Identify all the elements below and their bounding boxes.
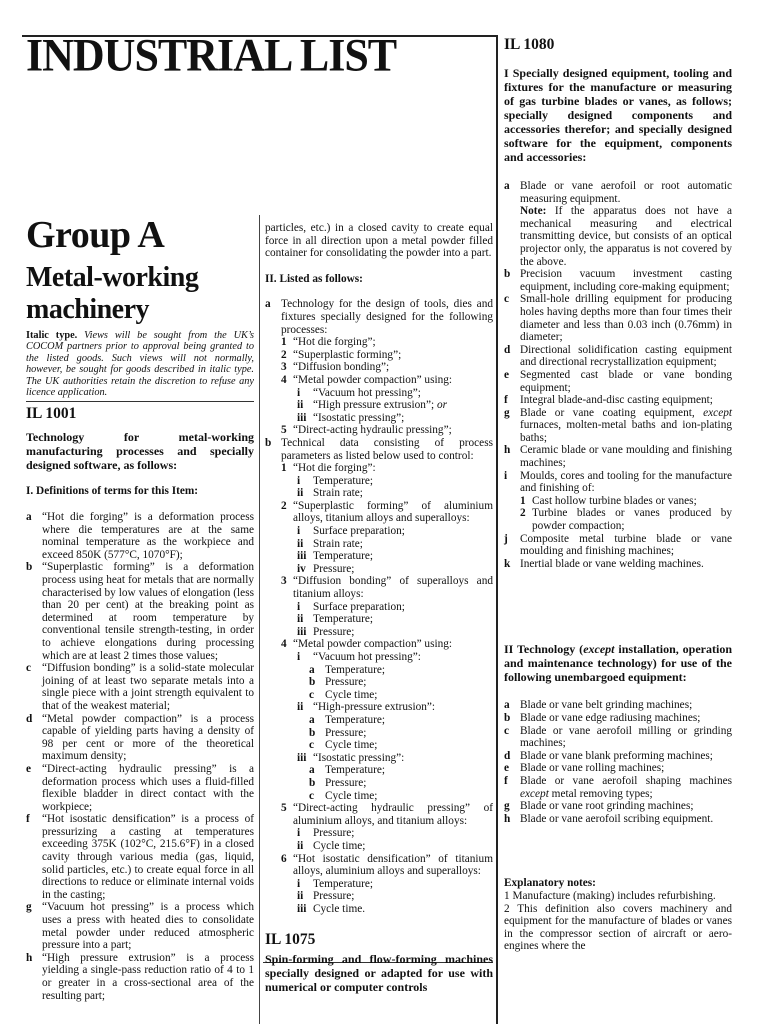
list-text: “Metal powder compaction” using: bbox=[293, 638, 453, 651]
list-label: g bbox=[26, 901, 32, 914]
list-text: Pressure; bbox=[325, 726, 367, 739]
list-text: Surface preparation; bbox=[313, 600, 405, 613]
list-text: Blade or vane edge radiusing machines; bbox=[520, 712, 701, 724]
list-text: Blade or vane rolling machines; bbox=[520, 762, 665, 775]
list-label: d bbox=[504, 343, 511, 356]
list-item bbox=[520, 507, 732, 532]
list-item bbox=[504, 750, 732, 763]
list-item bbox=[504, 407, 732, 445]
list-text: Temperature; bbox=[313, 550, 374, 563]
list-label: 1 bbox=[281, 336, 287, 349]
list-label: c bbox=[504, 293, 510, 306]
list-text: Strain rate; bbox=[313, 487, 363, 500]
list-label: e bbox=[504, 368, 510, 381]
list-item bbox=[281, 462, 493, 475]
list-item bbox=[281, 336, 493, 349]
list-label: b bbox=[504, 268, 511, 281]
list-label: i bbox=[297, 600, 301, 613]
list-text: Temperature; bbox=[313, 877, 374, 890]
list-item bbox=[281, 853, 493, 878]
list-label: g bbox=[504, 800, 510, 813]
list-label: i bbox=[297, 877, 301, 890]
list-text: Blade or vane blank preforming machines; bbox=[520, 749, 713, 762]
list-text: Blade or vane coating equipment, except furnaces, molten-metal baths and ion-plating baths; bbox=[520, 406, 732, 444]
list-text: “Hot die forging” is a deformation process where die temperatures are at the same nominal temperature as the workpiece and exceed 850K (577°C, 1070°F); bbox=[42, 511, 254, 561]
list-item bbox=[297, 412, 493, 425]
list-label: j bbox=[504, 532, 508, 545]
list-label: b bbox=[309, 726, 316, 739]
list-text: “Hot isostatic densification” is a process of pressurizing a casting at temperatures exceeding 375K (102°C, 215.6°F) in a closed cavity through various media (gas, liquid, solid particles, etc.) to create equal force in all directions to reduce or eliminate internal voids in the casting; bbox=[42, 813, 254, 901]
explanatory-heading: Explanatory notes: bbox=[504, 877, 596, 890]
page-title: INDUSTRIAL LIST bbox=[26, 29, 397, 82]
list-label: 2 bbox=[281, 499, 287, 512]
list-label: 1 bbox=[281, 462, 287, 475]
list-item bbox=[297, 613, 493, 626]
list-item bbox=[297, 387, 493, 400]
list-label: ii bbox=[297, 839, 304, 852]
list-text: Cast hollow turbine blades or vanes; bbox=[532, 494, 697, 507]
list-item bbox=[281, 424, 493, 437]
list-label: 1 bbox=[520, 494, 526, 507]
list-text: Pressure; bbox=[313, 625, 355, 638]
list-item bbox=[297, 701, 493, 714]
list-label: 2 bbox=[520, 507, 526, 520]
list-text: “Superplastic forming” is a deformation process using heat for metals that are normally characterised by low values of elongation (less than 20 per cent) at the breaking point as determined at room temperature by conventional tensile strength-testing, in order to achieve elongations during processing which are at least 2 times those values; bbox=[42, 561, 254, 662]
list-label: h bbox=[26, 951, 33, 964]
list-text: Cycle time; bbox=[325, 739, 378, 752]
il1075-code: IL 1075 bbox=[265, 931, 316, 949]
list-text: Inertial blade or vane welding machines. bbox=[520, 557, 704, 570]
il1075-heading: Spin-forming and flow-forming machines specially designed or adapted for use with numerical or computer controls bbox=[265, 952, 493, 995]
list-item bbox=[297, 399, 493, 412]
list-label: b bbox=[504, 712, 511, 724]
list-item bbox=[297, 840, 493, 853]
list-label: iii bbox=[297, 550, 307, 563]
definition-item bbox=[26, 713, 254, 763]
column-divider bbox=[496, 35, 498, 1024]
il1001-code: IL 1001 bbox=[26, 405, 77, 423]
list-label: iii bbox=[297, 902, 307, 915]
list-item bbox=[281, 802, 493, 827]
il1080-code: IL 1080 bbox=[504, 36, 555, 53]
list-label: c bbox=[504, 724, 510, 737]
list-item bbox=[504, 180, 732, 205]
list-label: a bbox=[309, 713, 315, 726]
list-item bbox=[504, 344, 732, 369]
list-text: “Isostatic pressing”: bbox=[313, 751, 405, 764]
list-item bbox=[297, 752, 493, 765]
list-text: Surface preparation; bbox=[313, 525, 405, 538]
note-text: Note: If the apparatus does not have a mechanical measuring and electrical transmitting device, but consists of an optical projector only, the apparatus is not covered by the above. bbox=[520, 205, 732, 268]
list-text: “High pressure extrusion”; or bbox=[313, 399, 447, 412]
list-text: Ceramic blade or vane moulding and finishing machines; bbox=[520, 444, 732, 470]
list-text: “Metal powder compaction” using: bbox=[293, 373, 453, 386]
list-text: Blade or vane belt grinding machines; bbox=[520, 699, 693, 712]
list-label: 3 bbox=[281, 361, 287, 374]
group-subtitle: Metal-working machinery bbox=[26, 262, 199, 326]
list-item bbox=[504, 699, 732, 712]
list-label: 3 bbox=[281, 575, 287, 588]
list-item bbox=[297, 538, 493, 551]
definition-item bbox=[26, 511, 254, 561]
list-text: “Superplastic forming” of aluminium alloys, titanium alloys and superalloys: bbox=[293, 499, 493, 525]
list-label: b bbox=[309, 676, 316, 689]
list-label: k bbox=[504, 557, 511, 570]
list-label: i bbox=[297, 386, 301, 399]
list-text: “Direct-acting hydraulic pressing”; bbox=[293, 424, 452, 437]
list-item bbox=[297, 827, 493, 840]
listed-heading: II. Listed as follows: bbox=[265, 272, 363, 285]
list-label: a bbox=[26, 511, 32, 524]
list-label: d bbox=[26, 712, 33, 725]
list-label: a bbox=[309, 663, 315, 676]
list-label: f bbox=[26, 813, 30, 826]
explanatory-note: 2 This definition also covers machinery and equipment for the manufacture of blades or vanes in the compressor section of aircraft or aero-engines where the bbox=[504, 902, 732, 953]
list-text: “Hot die forging”: bbox=[293, 462, 376, 475]
list-text: “Superplastic forming”; bbox=[293, 348, 402, 361]
list-item bbox=[309, 689, 493, 702]
list-item bbox=[309, 676, 493, 689]
list-label: 5 bbox=[281, 802, 287, 815]
list-text: Moulds, cores and tooling for the manufacture and finishing of: bbox=[520, 469, 732, 495]
list-item bbox=[281, 361, 493, 374]
list-label: iii bbox=[297, 625, 307, 638]
list-item bbox=[504, 444, 732, 469]
column-1 bbox=[26, 330, 254, 1002]
list-label: i bbox=[297, 827, 301, 840]
list-text: “Vacuum hot pressing”: bbox=[313, 651, 421, 663]
list-label: i bbox=[297, 651, 301, 663]
il1080-heading: I Specially designed equipment, tooling and fixtures for the manufacture or measuring of gas turbine blades or vanes, as follows; specially designed components and accessories therefor; and specially designed software for the equipment, components and accessories: bbox=[504, 66, 732, 164]
list-label: ii bbox=[297, 701, 304, 714]
definition-item bbox=[26, 952, 254, 1002]
list-item bbox=[297, 878, 493, 891]
list-label: ii bbox=[297, 890, 304, 903]
list-item bbox=[504, 725, 732, 750]
list-text: “High pressure extrusion” is a process yielding a single-pass reduction ratio of 4 to 1 or greater in a cross-sectional area of the resulting part; bbox=[42, 951, 254, 1002]
list-text: Pressure; bbox=[313, 890, 355, 903]
list-item bbox=[309, 664, 493, 677]
list-item bbox=[281, 500, 493, 525]
list-item bbox=[504, 394, 732, 407]
list-label: e bbox=[504, 762, 510, 775]
list-label: d bbox=[504, 749, 511, 762]
list-text: Blade or vane aerofoil milling or grinding machines; bbox=[520, 724, 732, 750]
list-text: Turbine blades or vanes produced by powder compaction; bbox=[532, 507, 732, 533]
list-item bbox=[504, 762, 732, 775]
list-item bbox=[504, 813, 732, 826]
list-label: f bbox=[504, 394, 508, 407]
list-label: 6 bbox=[281, 852, 287, 865]
list-text: Cycle time; bbox=[313, 839, 366, 852]
list-text: Cycle time; bbox=[325, 789, 378, 802]
list-item bbox=[297, 890, 493, 903]
list-label: c bbox=[309, 789, 315, 802]
list-text: Pressure; bbox=[325, 776, 367, 789]
list-label: g bbox=[504, 406, 510, 419]
list-item bbox=[504, 558, 732, 571]
list-label: h bbox=[504, 444, 511, 457]
column-3 bbox=[504, 36, 732, 953]
list-text: Pressure; bbox=[313, 827, 355, 840]
definition-item bbox=[26, 763, 254, 813]
list-label: 5 bbox=[281, 424, 287, 437]
list-item bbox=[297, 525, 493, 538]
list-item bbox=[504, 533, 732, 558]
list-label: 2 bbox=[281, 348, 287, 361]
column-2 bbox=[265, 222, 493, 994]
list-text: “Direct-acting hydraulic pressing” of aluminium alloys, and titanium alloys: bbox=[293, 802, 493, 827]
list-label: iii bbox=[297, 751, 307, 764]
continuation-text: particles, etc.) in a closed cavity to create equal force in all direction upon a metal powder filled container for consolidating the powder into a part. bbox=[265, 222, 493, 260]
list-label: iv bbox=[297, 562, 306, 575]
list-item bbox=[504, 470, 732, 495]
list-text: Temperature; bbox=[325, 764, 386, 777]
list-label: 4 bbox=[281, 638, 287, 651]
list-item bbox=[309, 790, 493, 803]
list-item bbox=[504, 800, 732, 813]
list-item bbox=[297, 601, 493, 614]
list-label: 4 bbox=[281, 373, 287, 386]
list-label: a bbox=[504, 180, 510, 192]
list-text: Temperature; bbox=[325, 663, 386, 676]
technology-heading: II Technology (except installation, operation and maintenance technology) for use of the following unembargoed equipment: bbox=[504, 642, 732, 685]
list-text: Precision vacuum investment casting equipment, including core-making equipment; bbox=[520, 268, 732, 293]
list-text: Cycle time; bbox=[325, 688, 378, 701]
list-text: Composite metal turbine blade or vane moulding and finishing machines; bbox=[520, 532, 732, 558]
group-heading: Group A bbox=[26, 214, 165, 256]
list-text: Directional solidification casting equipment and directional recrystallization equipment; bbox=[520, 343, 732, 369]
list-text: “Vacuum hot pressing” is a process which uses a press with heated dies to consolidate metal powder under reduced atmospheric pressure into a part; bbox=[42, 901, 254, 952]
definition-item bbox=[26, 901, 254, 951]
list-item bbox=[297, 626, 493, 639]
list-item: a Technology for the design of tools, dies and fixtures specially designed for the following processes: bbox=[265, 298, 493, 336]
list-item bbox=[504, 712, 732, 725]
list-text: “High-pressure extrusion”: bbox=[313, 701, 436, 714]
list-text: “Hot isostatic densification” of titanium alloys, aluminium alloys and superalloys: bbox=[293, 852, 493, 878]
list-text: “Direct-acting hydraulic pressing” is a deformation process which uses a fluid-filled flexible bladder in direct contact with the workpiece; bbox=[42, 762, 254, 813]
list-text: “Diffusion bonding” is a solid-state molecular joining of at least two separate metals into a single piece with a joint strength equivalent to that of the weakest material; bbox=[42, 662, 254, 712]
list-item bbox=[504, 268, 732, 293]
list-item bbox=[297, 651, 493, 664]
list-item bbox=[520, 495, 732, 508]
list-label: e bbox=[26, 762, 32, 775]
list-label: c bbox=[309, 739, 315, 752]
list-label: a bbox=[309, 764, 315, 777]
explanatory-note: 1 Manufacture (making) includes refurbishing. bbox=[504, 889, 716, 902]
list-item bbox=[309, 727, 493, 740]
list-label: ii bbox=[297, 613, 304, 626]
definitions-list bbox=[26, 511, 254, 1002]
intro-paragraph: Italic type. Views will be sought from the UK’s COCOM partners prior to approval being granted to the listed goods. Such views will not normally, however, be sought for goods described in italic type. The UK authorities retain the discretion to refuse any licence application. bbox=[26, 330, 254, 399]
list-label: ii bbox=[297, 399, 304, 412]
list-text: Strain rate; bbox=[313, 537, 363, 550]
list-label: c bbox=[309, 688, 315, 701]
list-text: “Metal powder compaction” is a process capable of yielding parts having a density of 98 per cent or more of the theoretical maximum density; bbox=[42, 712, 254, 763]
list-label: b bbox=[26, 561, 33, 574]
list-text: Pressure; bbox=[325, 676, 367, 689]
list-text: Temperature; bbox=[325, 713, 386, 726]
list-label: h bbox=[504, 812, 511, 825]
list-item: b Technical data consisting of process parameters as listed below used to control: bbox=[265, 436, 493, 462]
list-item bbox=[281, 638, 493, 651]
list-text: “Vacuum hot pressing”; bbox=[313, 386, 421, 399]
list-text: Temperature; bbox=[313, 474, 374, 487]
list-item bbox=[309, 739, 493, 752]
list-label: ii bbox=[297, 487, 304, 500]
list-text: Integral blade-and-disc casting equipment; bbox=[520, 394, 713, 407]
list-item bbox=[309, 777, 493, 790]
list-text: Blade or vane aerofoil scribing equipment. bbox=[520, 812, 714, 825]
list-text: Blade or vane aerofoil shaping machines except metal removing types; bbox=[520, 774, 732, 800]
list-label: f bbox=[504, 774, 508, 787]
list-label: iii bbox=[297, 411, 307, 424]
il1001-heading: Technology for metal-working manufacturing processes and specially designed software, as follows: bbox=[26, 430, 254, 473]
list-item bbox=[504, 369, 732, 394]
list-item bbox=[504, 293, 732, 343]
list-text: Blade or vane aerofoil or root automatic measuring equipment. bbox=[520, 180, 732, 205]
list-text: Small-hole drilling equipment for producing holes having depths more than four times their diameter and less than 0.03 inch (0.76mm) in diameter; bbox=[520, 293, 732, 344]
column-divider bbox=[259, 215, 260, 1024]
list-item bbox=[297, 550, 493, 563]
list-label: i bbox=[297, 525, 301, 538]
list-label: i bbox=[504, 469, 508, 482]
list-text: Cycle time. bbox=[313, 902, 366, 915]
list-item bbox=[309, 764, 493, 777]
list-label: c bbox=[26, 662, 32, 675]
list-text: “Diffusion bonding” of superalloys and titanium alloys: bbox=[293, 575, 493, 601]
list-item bbox=[281, 349, 493, 362]
list-text: “Isostatic pressing”; bbox=[313, 411, 405, 424]
definition-item bbox=[26, 813, 254, 901]
list-item bbox=[309, 714, 493, 727]
definition-item bbox=[26, 662, 254, 712]
list-item bbox=[297, 563, 493, 576]
list-label: ii bbox=[297, 537, 304, 550]
list-item bbox=[297, 475, 493, 488]
list-item bbox=[281, 575, 493, 600]
list-item bbox=[504, 775, 732, 800]
list-text: “Diffusion bonding”; bbox=[293, 361, 390, 374]
list-text: Blade or vane root grinding machines; bbox=[520, 800, 694, 813]
list-text: “Hot die forging”; bbox=[293, 336, 376, 349]
list-label: a bbox=[504, 699, 510, 712]
list-text: Temperature; bbox=[313, 613, 374, 626]
list-item bbox=[297, 903, 493, 916]
definitions-heading: I. Definitions of terms for this Item: bbox=[26, 485, 199, 498]
list-text: Pressure; bbox=[313, 562, 355, 575]
list-item bbox=[281, 374, 493, 387]
list-label: i bbox=[297, 474, 301, 487]
list-text: Segmented cast blade or vane bonding equipment; bbox=[520, 368, 732, 394]
list-label: b bbox=[309, 776, 316, 789]
definition-item bbox=[26, 561, 254, 662]
list-item bbox=[297, 487, 493, 500]
